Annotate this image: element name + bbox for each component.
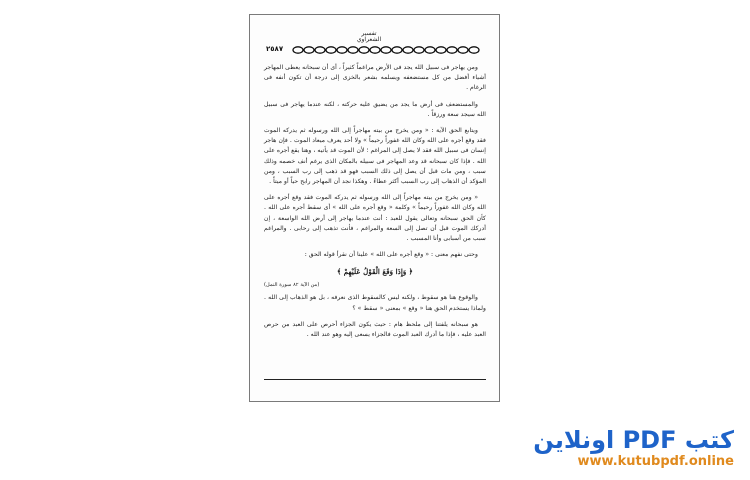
watermark-url: www.kutubpdf.online <box>577 454 734 469</box>
chain-link <box>436 47 446 53</box>
paragraph-4: « ومن يخرج من بيته مهاجراً إلى الله ورسوله ثم يدركه الموت فقد وقع أجره على الله وكان الله غفوراً رحيماً » وكلمة « وقع أجره على الله » أى سقط أجره على الله . كأن الحق سبحانه وتعالى يقول للعبد : أنت عندما يهاجر إلى أرض الله الواسعة ، إن أدركك الموت قبل أن تصل إلى السعة والمراغم ، فأنت تذهب إلى رحابى . والمراغم سبب من أسبابى وأنا المسبب . <box>264 194 486 243</box>
page-body <box>264 63 486 346</box>
chain-link <box>326 47 336 53</box>
chain-border-ornament <box>292 45 482 55</box>
paragraph-5: وحتى نفهم معنى : « وقع أجره على الله » علينا أن نقرأ قوله الحق : <box>304 251 478 259</box>
paragraph-6: والوقوع هنا هو سقوط ، ولكنه ليس كالسقوط الذى نعرفه ، بل هو الذهاب إلى الله . ولماذا يستخدم الحق هنا « وقع » بمعنى « سقط » ؟ <box>264 294 486 312</box>
document-page <box>249 14 500 402</box>
chain-link <box>381 47 391 53</box>
paragraph-1: ومن يهاجر فى سبيل الله يجد فى الأرض مراغماً كثيراً ، أى أن سبحانه يعطى المهاجر أشياء أفضل من كل مستضعفه ويسلمه بشعر بالخزى إلى درجة أن تكون أنفه فى الرغام . <box>264 64 486 92</box>
chain-link <box>337 47 347 53</box>
chain-link <box>469 47 479 53</box>
site-watermark <box>533 426 734 470</box>
watermark-title: كتب PDF اونلاين <box>533 426 734 454</box>
chain-link <box>458 47 468 53</box>
quran-verse: ﴿ وَإِذَا وَقَعَ الْقَوْلُ عَلَيْهِمْ ﴾ <box>336 267 414 277</box>
chain-link <box>315 47 325 53</box>
chain-link <box>414 47 424 53</box>
footer-rule <box>264 379 486 380</box>
chain-link <box>403 47 413 53</box>
chain-link <box>425 47 435 53</box>
chain-link <box>370 47 380 53</box>
header-logo-mark: تفسير الشعراوي <box>356 30 382 43</box>
chain-link <box>304 47 314 53</box>
paragraph-3: ويتابع الحق الآية : « ومن يخرج من بيته مهاجراً إلى الله ورسوله ثم يدركه الموت فقد وقع أجره على الله وكان الله غفوراً رحيماً » ولا أحد يعرف ميعاد الموت . فإن هاجر إنسان فى سبيل الله فقد لا يصل إلى المراغم ؛ لأن الموت قد يأتيه ، وهنا يقع أجره على الله . فإذا كان سبحانه قد وعد المهاجر فى سبيله بالمكان الذى يرغم أنف خصمه وذلك سبب ، ومن مات قبل أن يصل إلى ذلك السبب فهو قد ذهب إلى رب السبب ، ومن المؤكد أن الذهاب إلى رب السبب أكثر عطاءً . وهكذا نجد أن المهاجر رابح حياً أو ميتاً . <box>264 127 486 186</box>
paragraph-7: هو سبحانه يلفتنا إلى ملحظ هام : حيث يكون الجزاء أحرص على العبد من حرص العبد عليه ، فإذا ما أدرك العبد الموت فالجزاء يسعى إليه وهو عند الله . <box>264 320 486 339</box>
page-number: ٢٥٨٧ <box>266 45 284 53</box>
chain-link <box>348 47 358 53</box>
chain-link <box>359 47 369 53</box>
paragraph-2: والمستضعف فى أرض ما يجد من يضيق عليه حركته ، لكنه عندما يهاجر فى سبيل الله سيجد سعة ورزقاً . <box>264 100 486 118</box>
chain-link <box>293 47 303 53</box>
verse-reference: (من الآية ٨٢ سورة النمل) <box>264 282 320 289</box>
chain-link <box>447 47 457 53</box>
chain-link <box>392 47 402 53</box>
